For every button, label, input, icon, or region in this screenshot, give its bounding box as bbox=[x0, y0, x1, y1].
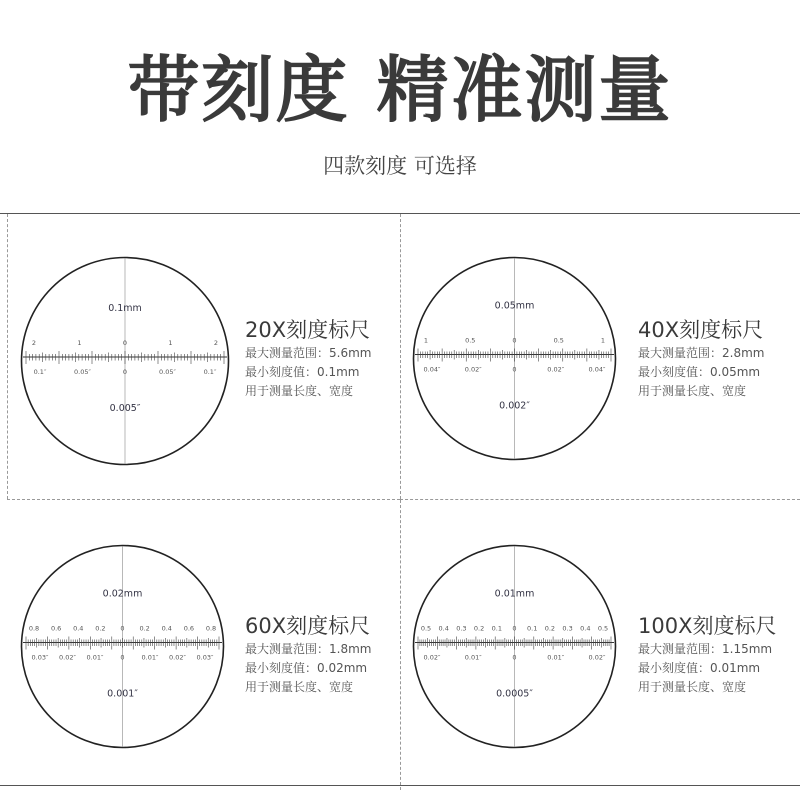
lower-tick-label: 0.01″ bbox=[464, 653, 482, 662]
mid-divider-left bbox=[7, 499, 400, 500]
upper-tick-label: 0.2 bbox=[139, 624, 150, 633]
reticle-100x bbox=[412, 544, 617, 749]
min-division: 最小刻度值：0.02mm bbox=[245, 661, 368, 675]
upper-tick-label: 0 bbox=[120, 624, 125, 633]
lower-tick-label: 0.05″ bbox=[159, 368, 176, 376]
usage: 用于测量长度、宽度 bbox=[638, 680, 747, 694]
upper-tick-label: 2 bbox=[213, 339, 219, 347]
center-divider-top bbox=[400, 214, 401, 499]
left-border bbox=[7, 214, 8, 499]
upper-tick-label: 0.3 bbox=[456, 624, 467, 633]
upper-tick-label: 0.8 bbox=[28, 624, 40, 633]
reticle-panel-60x bbox=[20, 544, 225, 749]
lower-tick-label: 0.01″ bbox=[141, 653, 159, 662]
upper-tick-label: 0.3 bbox=[562, 624, 573, 633]
usage: 用于测量长度、宽度 bbox=[245, 680, 354, 694]
spec-block-60x bbox=[245, 612, 371, 697]
page-subtitle: 四款刻度 可选择 bbox=[323, 154, 477, 178]
upper-tick-label: 2 bbox=[31, 339, 37, 347]
upper-tick-label: 0.4 bbox=[161, 624, 172, 633]
mid-divider-right bbox=[400, 499, 800, 500]
scale-name: 60X刻度标尺 bbox=[245, 614, 371, 638]
reticle-60x bbox=[20, 544, 225, 749]
reticle-top-label: 0.1mm bbox=[108, 303, 142, 314]
upper-tick-label: 0.5 bbox=[465, 336, 476, 345]
min-division: 最小刻度值：0.05mm bbox=[638, 365, 761, 379]
spec-block-40x bbox=[638, 316, 764, 401]
scale-name: 20X刻度标尺 bbox=[245, 318, 371, 342]
lower-tick-label: 0.01″ bbox=[86, 653, 104, 662]
reticle-bottom-label: 0.0005″ bbox=[496, 688, 533, 700]
spec-block-100x bbox=[638, 612, 776, 697]
lower-tick-label: 0 bbox=[512, 653, 517, 662]
reticle-bottom-label: 0.005″ bbox=[109, 403, 141, 414]
page-title: 带刻度 精准测量 bbox=[127, 48, 673, 132]
max-range: 最大测量范围：5.6mm bbox=[245, 346, 372, 360]
upper-tick-label: 0.4 bbox=[580, 624, 591, 633]
reticle-panel-40x bbox=[412, 256, 617, 461]
upper-tick-label: 0.4 bbox=[73, 624, 84, 633]
reticle-panel-100x bbox=[412, 544, 617, 749]
lower-tick-label: 0.04″ bbox=[423, 365, 441, 374]
bottom-divider bbox=[0, 785, 800, 786]
upper-tick-label: 0.6 bbox=[50, 624, 62, 633]
usage: 用于测量长度、宽度 bbox=[638, 384, 747, 398]
upper-tick-label: 0 bbox=[122, 339, 128, 347]
min-division: 最小刻度值：0.01mm bbox=[638, 661, 761, 675]
scale-name: 40X刻度标尺 bbox=[638, 318, 764, 342]
spec-block-20x bbox=[245, 316, 371, 401]
lower-tick-label: 0.02″ bbox=[169, 653, 186, 662]
upper-tick-label: 0.1 bbox=[491, 624, 502, 633]
lower-tick-label: 0 bbox=[120, 653, 125, 662]
max-range: 最大测量范围：1.15mm bbox=[638, 642, 773, 656]
scale-name: 100X刻度标尺 bbox=[638, 614, 777, 638]
lower-tick-label: 0 bbox=[512, 365, 517, 374]
upper-tick-label: 0.1 bbox=[527, 624, 538, 633]
upper-tick-label: 1 bbox=[600, 336, 606, 345]
upper-tick-label: 1 bbox=[168, 339, 173, 347]
upper-tick-label: 0.6 bbox=[183, 624, 195, 633]
lower-tick-label: 0.01″ bbox=[547, 653, 565, 662]
center-divider-bottom bbox=[400, 500, 401, 790]
lower-tick-label: 0.05″ bbox=[74, 368, 91, 376]
upper-tick-label: 0.2 bbox=[544, 624, 556, 633]
lower-tick-label: 0.1″ bbox=[33, 368, 47, 376]
upper-tick-label: 0.5 bbox=[597, 624, 609, 633]
upper-tick-label: 0.5 bbox=[420, 624, 432, 633]
upper-tick-label: 0.2 bbox=[95, 624, 106, 633]
upper-tick-label: 0.2 bbox=[473, 624, 485, 633]
lower-tick-label: 0.04″ bbox=[588, 365, 606, 374]
upper-tick-label: 0.5 bbox=[553, 336, 564, 345]
lower-tick-label: 0.1″ bbox=[203, 368, 217, 376]
reticle-panel-20x bbox=[20, 256, 230, 466]
reticle-top-label: 0.05mm bbox=[494, 300, 535, 312]
lower-tick-label: 0.02″ bbox=[59, 653, 76, 662]
upper-tick-label: 1 bbox=[77, 339, 82, 347]
lower-tick-label: 0 bbox=[122, 368, 128, 376]
reticle-top-label: 0.02mm bbox=[102, 588, 143, 600]
upper-tick-label: 0 bbox=[512, 336, 517, 345]
upper-tick-label: 1 bbox=[423, 336, 429, 345]
min-division: 最小刻度值：0.1mm bbox=[245, 365, 360, 379]
reticle-top-label: 0.01mm bbox=[494, 588, 535, 600]
lower-tick-label: 0.02″ bbox=[547, 365, 565, 374]
reticle-40x bbox=[412, 256, 617, 461]
lower-tick-label: 0.03″ bbox=[196, 653, 214, 662]
upper-tick-label: 0.4 bbox=[438, 624, 449, 633]
max-range: 最大测量范围：2.8mm bbox=[638, 346, 765, 360]
lower-tick-label: 0.02″ bbox=[423, 653, 441, 662]
lower-tick-label: 0.02″ bbox=[588, 653, 606, 662]
lower-tick-label: 0.03″ bbox=[31, 653, 49, 662]
upper-tick-label: 0.8 bbox=[205, 624, 217, 633]
upper-tick-label: 0 bbox=[512, 624, 517, 633]
reticle-20x bbox=[20, 256, 230, 466]
lower-tick-label: 0.02″ bbox=[464, 365, 482, 374]
reticle-bottom-label: 0.001″ bbox=[107, 688, 138, 700]
max-range: 最大测量范围：1.8mm bbox=[245, 642, 372, 656]
usage: 用于测量长度、宽度 bbox=[245, 384, 354, 398]
reticle-bottom-label: 0.002″ bbox=[499, 400, 530, 412]
